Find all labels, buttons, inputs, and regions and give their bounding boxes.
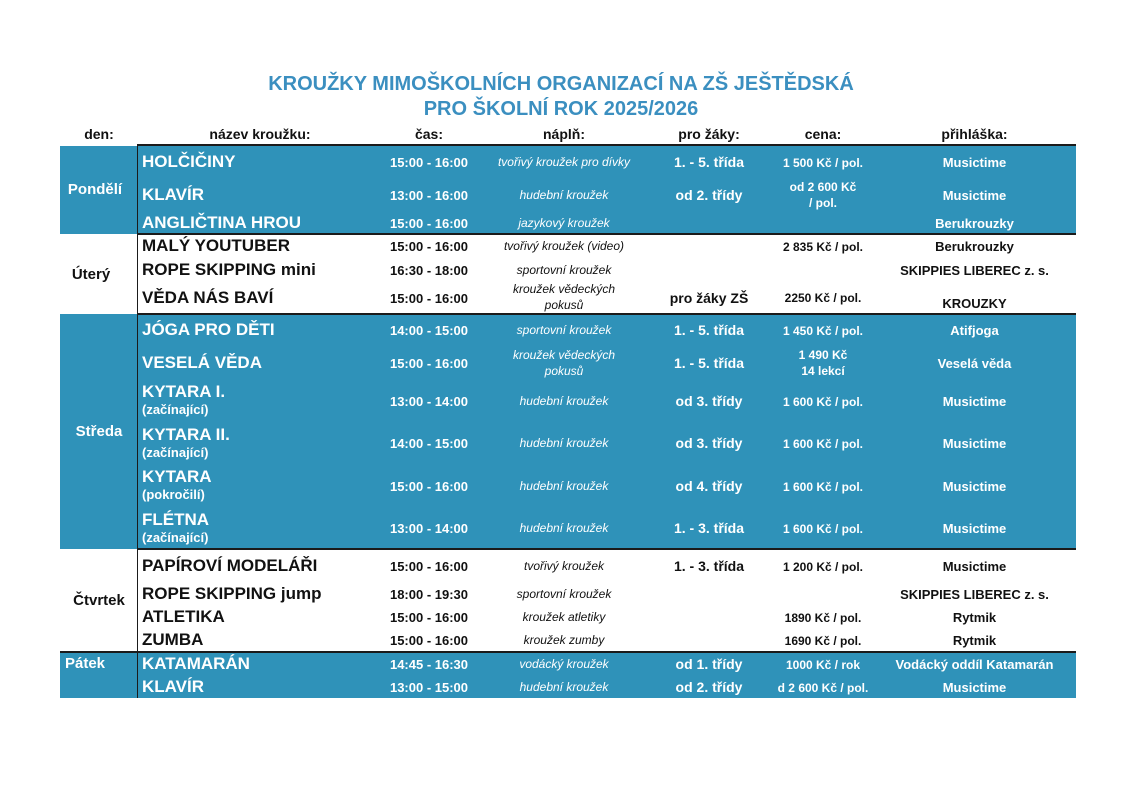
- row-name: ROPE SKIPPING jump: [142, 584, 322, 603]
- row-time: 15:00 - 16:00: [389, 633, 469, 648]
- day-pondeli: Pondělí: [67, 181, 123, 198]
- header-napln: náplň:: [543, 126, 585, 142]
- row-napln: jazykový kroužek: [518, 216, 610, 230]
- row-name: HOLČIČINY: [142, 152, 236, 171]
- row-prihlaska: Musictime: [942, 155, 1007, 170]
- row-time: 15:00 - 16:00: [389, 356, 469, 371]
- day-patek: Pátek: [64, 655, 106, 672]
- row-pro-zaky: od 1. třídy: [675, 656, 743, 672]
- header-den: den:: [84, 126, 114, 142]
- row-cena: 1 600 Kč / pol.: [782, 437, 864, 451]
- row-prihlaska: Vodácký oddíl Katamarán: [895, 657, 1054, 672]
- row-prihlaska: Berukrouzky: [935, 216, 1014, 231]
- row-napln: kroužek zumby: [523, 633, 605, 647]
- row-prihlaska: Rytmik: [952, 633, 997, 648]
- row-cena: 2250 Kč / pol.: [784, 291, 862, 305]
- row-cena: 1 600 Kč / pol.: [782, 522, 864, 536]
- day-column-divider: [137, 144, 138, 698]
- row-pro-zaky: od 2. třídy: [675, 679, 743, 695]
- row-name: ZUMBA: [142, 630, 204, 649]
- row-name: PAPÍROVÍ MODELÁŘI: [142, 556, 318, 575]
- header-nazev: název kroužku:: [209, 126, 311, 142]
- rule-top: [137, 144, 1076, 146]
- row-pro-zaky: od 3. třídy: [675, 393, 743, 409]
- row-time: 15:00 - 16:00: [389, 291, 469, 306]
- row-napln: kroužek atletiky: [522, 610, 606, 624]
- row-prihlaska: KROUZKY: [942, 296, 1007, 311]
- row-time: 16:30 - 18:00: [389, 263, 469, 278]
- day-streda: Středa: [75, 423, 123, 440]
- title-line-2: PRO ŠKOLNÍ ROK 2025/2026: [423, 98, 699, 120]
- row-time: 15:00 - 16:00: [389, 559, 469, 574]
- row-name: VESELÁ VĚDA: [142, 353, 262, 372]
- row-name-main: KYTARA I.: [142, 382, 226, 401]
- row-prihlaska: Musictime: [942, 559, 1007, 574]
- row-prihlaska: Veselá věda: [937, 356, 1012, 371]
- row-name: ROPE SKIPPING mini: [142, 260, 316, 279]
- row-name: KLAVÍR: [142, 185, 205, 204]
- row-name: [142, 510, 209, 546]
- row-pro-zaky: pro žáky ZŠ: [669, 290, 749, 306]
- row-name: MALÝ YOUTUBER: [142, 236, 290, 255]
- row-cena: 2 835 Kč / pol.: [782, 240, 864, 254]
- row-prihlaska: Berukrouzky: [935, 239, 1014, 254]
- header-prihlaska: přihláška:: [941, 126, 1008, 142]
- row-time: 13:00 - 16:00: [389, 188, 469, 203]
- row-time: 18:00 - 19:30: [389, 587, 469, 602]
- row-napln-line-2: pokusů: [544, 298, 584, 312]
- row-prihlaska: Musictime: [942, 436, 1007, 451]
- row-prihlaska: SKIPPIES LIBEREC z. s.: [900, 587, 1049, 602]
- row-name: JÓGA PRO DĚTI: [142, 320, 275, 339]
- row-cena: 1690 Kč / pol.: [784, 634, 862, 648]
- row-cena: 1 450 Kč / pol.: [782, 324, 864, 338]
- header-cena: cena:: [804, 126, 842, 142]
- row-time: 13:00 - 14:00: [389, 394, 469, 409]
- row-prihlaska: Musictime: [942, 521, 1007, 536]
- row-napln-line-1: kroužek vědeckých: [512, 282, 616, 296]
- row-name: ANGLIČTINA HROU: [142, 213, 301, 232]
- row-pro-zaky: 1. - 5. třída: [673, 322, 745, 338]
- row-napln: sportovní kroužek: [516, 263, 612, 277]
- row-name-sub: (začínající): [142, 530, 209, 545]
- day-utery: Úterý: [71, 266, 111, 283]
- row-napln: [478, 281, 650, 313]
- row-cena: 1890 Kč / pol.: [784, 611, 862, 625]
- row-prihlaska: Rytmik: [952, 610, 997, 625]
- header-cas: čas:: [414, 126, 444, 142]
- row-name-main: FLÉTNA: [142, 510, 210, 529]
- row-cena: [766, 347, 880, 379]
- row-cena: 1 600 Kč / pol.: [782, 395, 864, 409]
- row-cena-line-1: od 2 600 Kč: [789, 180, 857, 194]
- row-napln: hudební kroužek: [519, 188, 609, 202]
- row-napln: [478, 347, 650, 379]
- row-name: VĚDA NÁS BAVÍ: [142, 288, 274, 307]
- row-pro-zaky: 1. - 3. třída: [673, 520, 745, 536]
- row-name-sub: (začínající): [142, 445, 209, 460]
- row-name-sub: (pokročilí): [142, 487, 205, 502]
- row-cena-line-2: / pol.: [809, 196, 837, 210]
- row-name-main: KYTARA: [142, 467, 212, 486]
- header-pro-zaky: pro žáky:: [678, 126, 740, 142]
- row-napln: hudební kroužek: [519, 436, 609, 450]
- row-name: ATLETIKA: [142, 607, 225, 626]
- row-cena: d 2 600 Kč / pol.: [777, 681, 869, 695]
- day-ctvrtek: Čtvrtek: [73, 592, 125, 609]
- row-napln-line-2: pokusů: [544, 364, 584, 378]
- row-time: 15:00 - 16:00: [389, 155, 469, 170]
- row-napln: tvořivý kroužek (video): [503, 239, 625, 253]
- row-napln-line-1: kroužek vědeckých: [512, 348, 616, 362]
- rule-after-utery: [137, 313, 1076, 315]
- row-cena-line-1: 1 490 Kč: [798, 348, 848, 362]
- row-time: 13:00 - 15:00: [389, 680, 469, 695]
- row-cena: 1 200 Kč / pol.: [782, 560, 864, 574]
- row-pro-zaky: 1. - 5. třída: [673, 355, 745, 371]
- row-prihlaska: Musictime: [942, 394, 1007, 409]
- row-napln: sportovní kroužek: [516, 587, 612, 601]
- row-pro-zaky: od 2. třídy: [675, 187, 743, 203]
- row-time: 15:00 - 16:00: [389, 239, 469, 254]
- title-line-1: KROUŽKY MIMOŠKOLNÍCH ORGANIZACÍ NA ZŠ JEŠTĚDSKÁ: [268, 73, 854, 95]
- row-cena: 1000 Kč / rok: [785, 658, 861, 672]
- row-name: [142, 425, 230, 461]
- row-prihlaska: Musictime: [942, 680, 1007, 695]
- rule-after-ctvrtek: [60, 651, 1076, 653]
- row-time: 13:00 - 14:00: [389, 521, 469, 536]
- row-prihlaska: Musictime: [942, 479, 1007, 494]
- rule-after-streda: [137, 548, 1076, 550]
- row-name: KATAMARÁN: [142, 654, 250, 673]
- row-prihlaska: Atifjoga: [950, 323, 999, 338]
- row-time: 14:00 - 15:00: [389, 323, 469, 338]
- row-time: 14:45 - 16:30: [389, 657, 469, 672]
- row-pro-zaky: 1. - 5. třída: [673, 154, 745, 170]
- row-cena: 1 500 Kč / pol.: [782, 156, 864, 170]
- row-napln: hudební kroužek: [519, 394, 609, 408]
- row-napln: hudební kroužek: [519, 680, 609, 694]
- page-title: [0, 72, 1122, 122]
- row-cena: 1 600 Kč / pol.: [782, 480, 864, 494]
- row-cena-line-2: 14 lekcí: [801, 364, 845, 378]
- row-time: 14:00 - 15:00: [389, 436, 469, 451]
- row-napln: hudební kroužek: [519, 479, 609, 493]
- rule-after-pondeli: [137, 233, 1076, 235]
- row-name-sub: (začínající): [142, 402, 209, 417]
- row-time: 15:00 - 16:00: [389, 216, 469, 231]
- row-cena: [766, 179, 880, 211]
- row-time: 15:00 - 16:00: [389, 479, 469, 494]
- row-prihlaska: Musictime: [942, 188, 1007, 203]
- row-name-main: KYTARA II.: [142, 425, 230, 444]
- row-napln: sportovní kroužek: [516, 323, 612, 337]
- row-name: [142, 467, 212, 503]
- row-napln: tvořivý kroužek pro dívky: [497, 155, 631, 169]
- row-name: KLAVÍR: [142, 677, 205, 696]
- row-prihlaska: SKIPPIES LIBEREC z. s.: [900, 263, 1049, 278]
- row-napln: vodácký kroužek: [519, 657, 609, 671]
- row-pro-zaky: 1. - 3. třída: [673, 558, 745, 574]
- row-pro-zaky: od 4. třídy: [675, 478, 743, 494]
- row-time: 15:00 - 16:00: [389, 610, 469, 625]
- row-napln: tvořivý kroužek: [523, 559, 605, 573]
- row-name: [142, 382, 225, 418]
- row-pro-zaky: od 3. třídy: [675, 435, 743, 451]
- row-napln: hudební kroužek: [519, 521, 609, 535]
